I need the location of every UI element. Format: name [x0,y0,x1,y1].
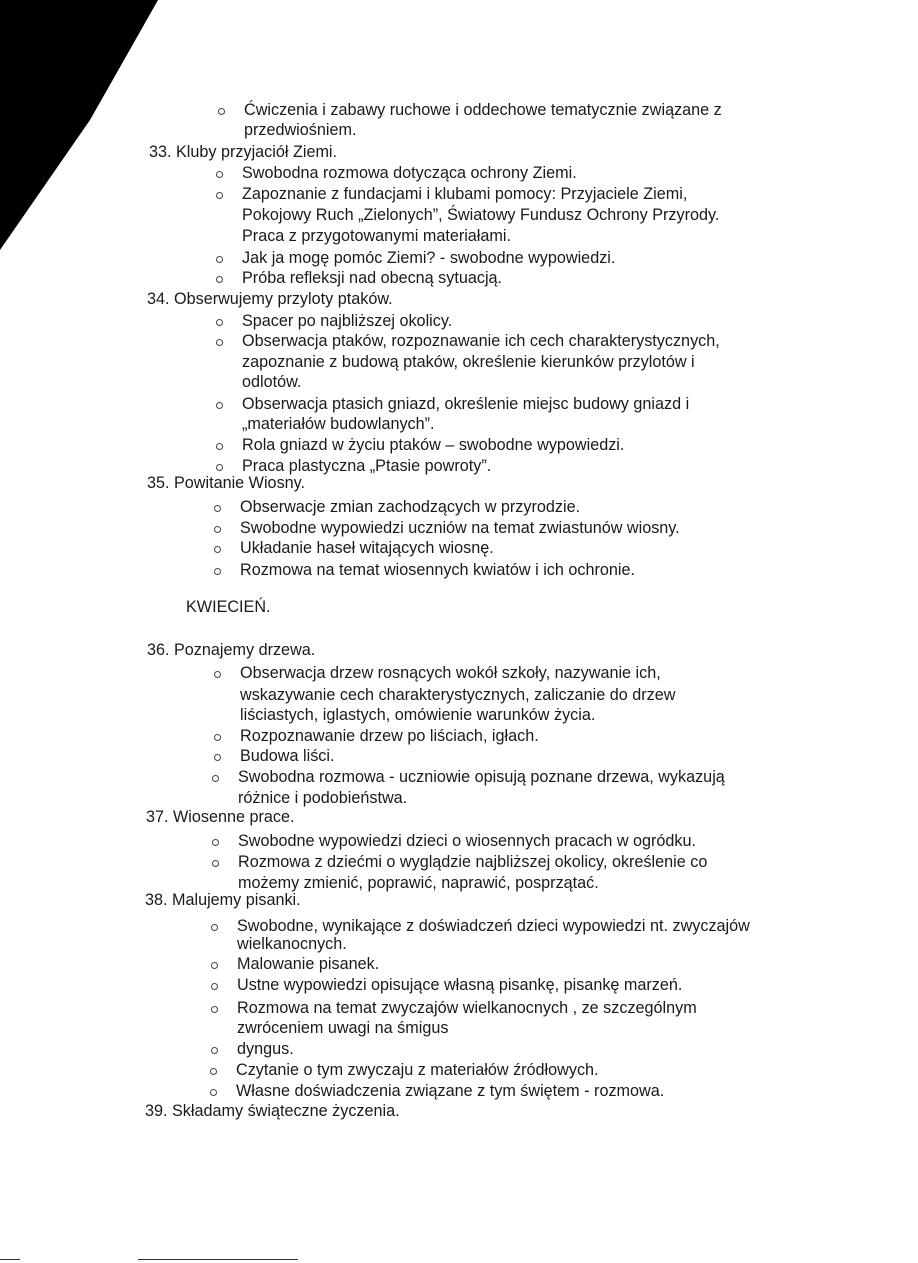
text-line: Jak ja mogę pomóc Ziemi? - swobodne wypowiedzi. [242,249,616,267]
text-line: dyngus. [237,1040,294,1058]
text-line: 38. Malujemy pisanki. [145,891,301,909]
text-line: Czytanie o tym zwyczaju z materiałów źródłowych. [236,1061,599,1079]
text-line: Układanie haseł witających wiosnę. [240,539,494,557]
bullet-circle-icon [216,171,223,178]
bullet-circle-icon [216,192,223,199]
text-line: Swobodne, wynikające z doświadczeń dzieci wypowiedzi nt. zwyczajów [237,917,750,935]
bullet-circle-icon [212,775,219,782]
bullet-circle-icon [211,983,218,990]
text-line: Swobodna rozmowa dotycząca ochrony Ziemi. [242,164,577,182]
bullet-circle-icon [212,860,219,867]
text-line: 36. Poznajemy drzewa. [147,641,316,659]
bullet-circle-icon [216,443,223,450]
text-line: Własne doświadczenia związane z tym świętem - rozmowa. [236,1082,665,1100]
bullet-circle-icon [214,526,221,533]
bullet-circle-icon [216,402,223,409]
bullet-circle-icon [211,924,218,931]
text-line: 33. Kluby przyjaciół Ziemi. [149,143,338,161]
bullet-circle-icon [216,276,223,283]
bullet-circle-icon [210,1068,217,1075]
bullet-circle-icon [211,1047,218,1054]
text-line: Obserwacja drzew rosnących wokół szkoły, nazywanie ich, [240,664,661,682]
bullet-circle-icon [214,671,221,678]
text-line: 37. Wiosenne prace. [146,808,295,826]
bullet-circle-icon [211,1006,218,1013]
bullet-circle-icon [216,464,223,471]
text-line: 34. Obserwujemy przyloty ptaków. [147,290,393,308]
text-line: Praca z przygotowanymi materiałami. [242,227,511,245]
text-line: możemy zmienić, poprawić, naprawić, posprzątać. [238,874,599,892]
footer-rule-left [0,1259,20,1260]
bullet-circle-icon [210,1089,217,1096]
text-line: Ustne wypowiedzi opisujące własną pisankę, pisankę marzeń. [237,976,683,994]
text-line: Rozmowa na temat wiosennych kwiatów i ich ochronie. [240,561,635,579]
text-line: Praca plastyczna „Ptasie powroty”. [242,457,492,475]
text-line: zapoznanie z budową ptaków, określenie kierunków przylotów i [242,353,695,371]
bullet-circle-icon [212,839,219,846]
text-line: KWIECIEŃ. [186,598,271,616]
text-line: Swobodne wypowiedzi uczniów na temat zwiastunów wiosny. [240,519,680,537]
text-line: 35. Powitanie Wiosny. [147,474,306,492]
bullet-circle-icon [216,339,223,346]
text-line: wielkanocnych. [237,935,347,953]
text-line: Ćwiczenia i zabawy ruchowe i oddechowe tematycznie związane z [244,101,722,119]
text-line: odlotów. [242,373,302,391]
text-line: Próba refleksji nad obecną sytuacją. [242,269,503,287]
text-line: Rozpoznawanie drzew po liściach, igłach. [240,727,539,745]
text-line: Pokojowy Ruch „Zielonych”, Światowy Fundusz Ochrony Przyrody. [242,206,720,224]
bullet-circle-icon [214,568,221,575]
text-line: „materiałów budowlanych”. [242,415,435,433]
text-line: Budowa liści. [240,747,335,765]
bullet-circle-icon [211,962,218,969]
text-line: różnice i podobieństwa. [238,789,408,807]
footer-rule [138,1259,298,1260]
text-line: Obserwacja ptaków, rozpoznawanie ich cech charakterystycznych, [242,332,720,350]
bullet-circle-icon [216,319,223,326]
text-line: wskazywanie cech charakterystycznych, zaliczanie do drzew [240,686,676,704]
text-line: Rola gniazd w życiu ptaków – swobodne wypowiedzi. [242,436,625,454]
text-line: Spacer po najbliższej okolicy. [242,312,453,330]
bullet-circle-icon [214,754,221,761]
text-line: Rozmowa z dziećmi o wyglądzie najbliższej okolicy, określenie co [238,853,708,871]
text-line: Rozmowa na temat zwyczajów wielkanocnych , ze szczególnym [237,999,697,1017]
text-line: zwróceniem uwagi na śmigus [237,1019,449,1037]
text-line: liściastych, iglastych, omówienie warunków życia. [240,706,596,724]
text-line: Obserwacje zmian zachodzących w przyrodzie. [240,498,581,516]
bullet-circle-icon [216,256,223,263]
bullet-circle-icon [214,505,221,512]
text-line: 39. Składamy świąteczne życzenia. [145,1102,400,1120]
bullet-circle-icon [214,734,221,741]
text-line: przedwiośniem. [244,121,357,139]
text-line: Swobodne wypowiedzi dzieci o wiosennych pracach w ogródku. [238,832,697,850]
text-line: Obserwacja ptasich gniazd, określenie miejsc budowy gniazd i [242,395,690,413]
bullet-circle-icon [218,108,225,115]
text-line: Swobodna rozmowa - uczniowie opisują poznane drzewa, wykazują [238,768,725,786]
text-line: Malowanie pisanek. [237,955,380,973]
text-line: Zapoznanie z fundacjami i klubami pomocy: Przyjaciele Ziemi, [242,185,688,203]
bullet-circle-icon [214,546,221,553]
